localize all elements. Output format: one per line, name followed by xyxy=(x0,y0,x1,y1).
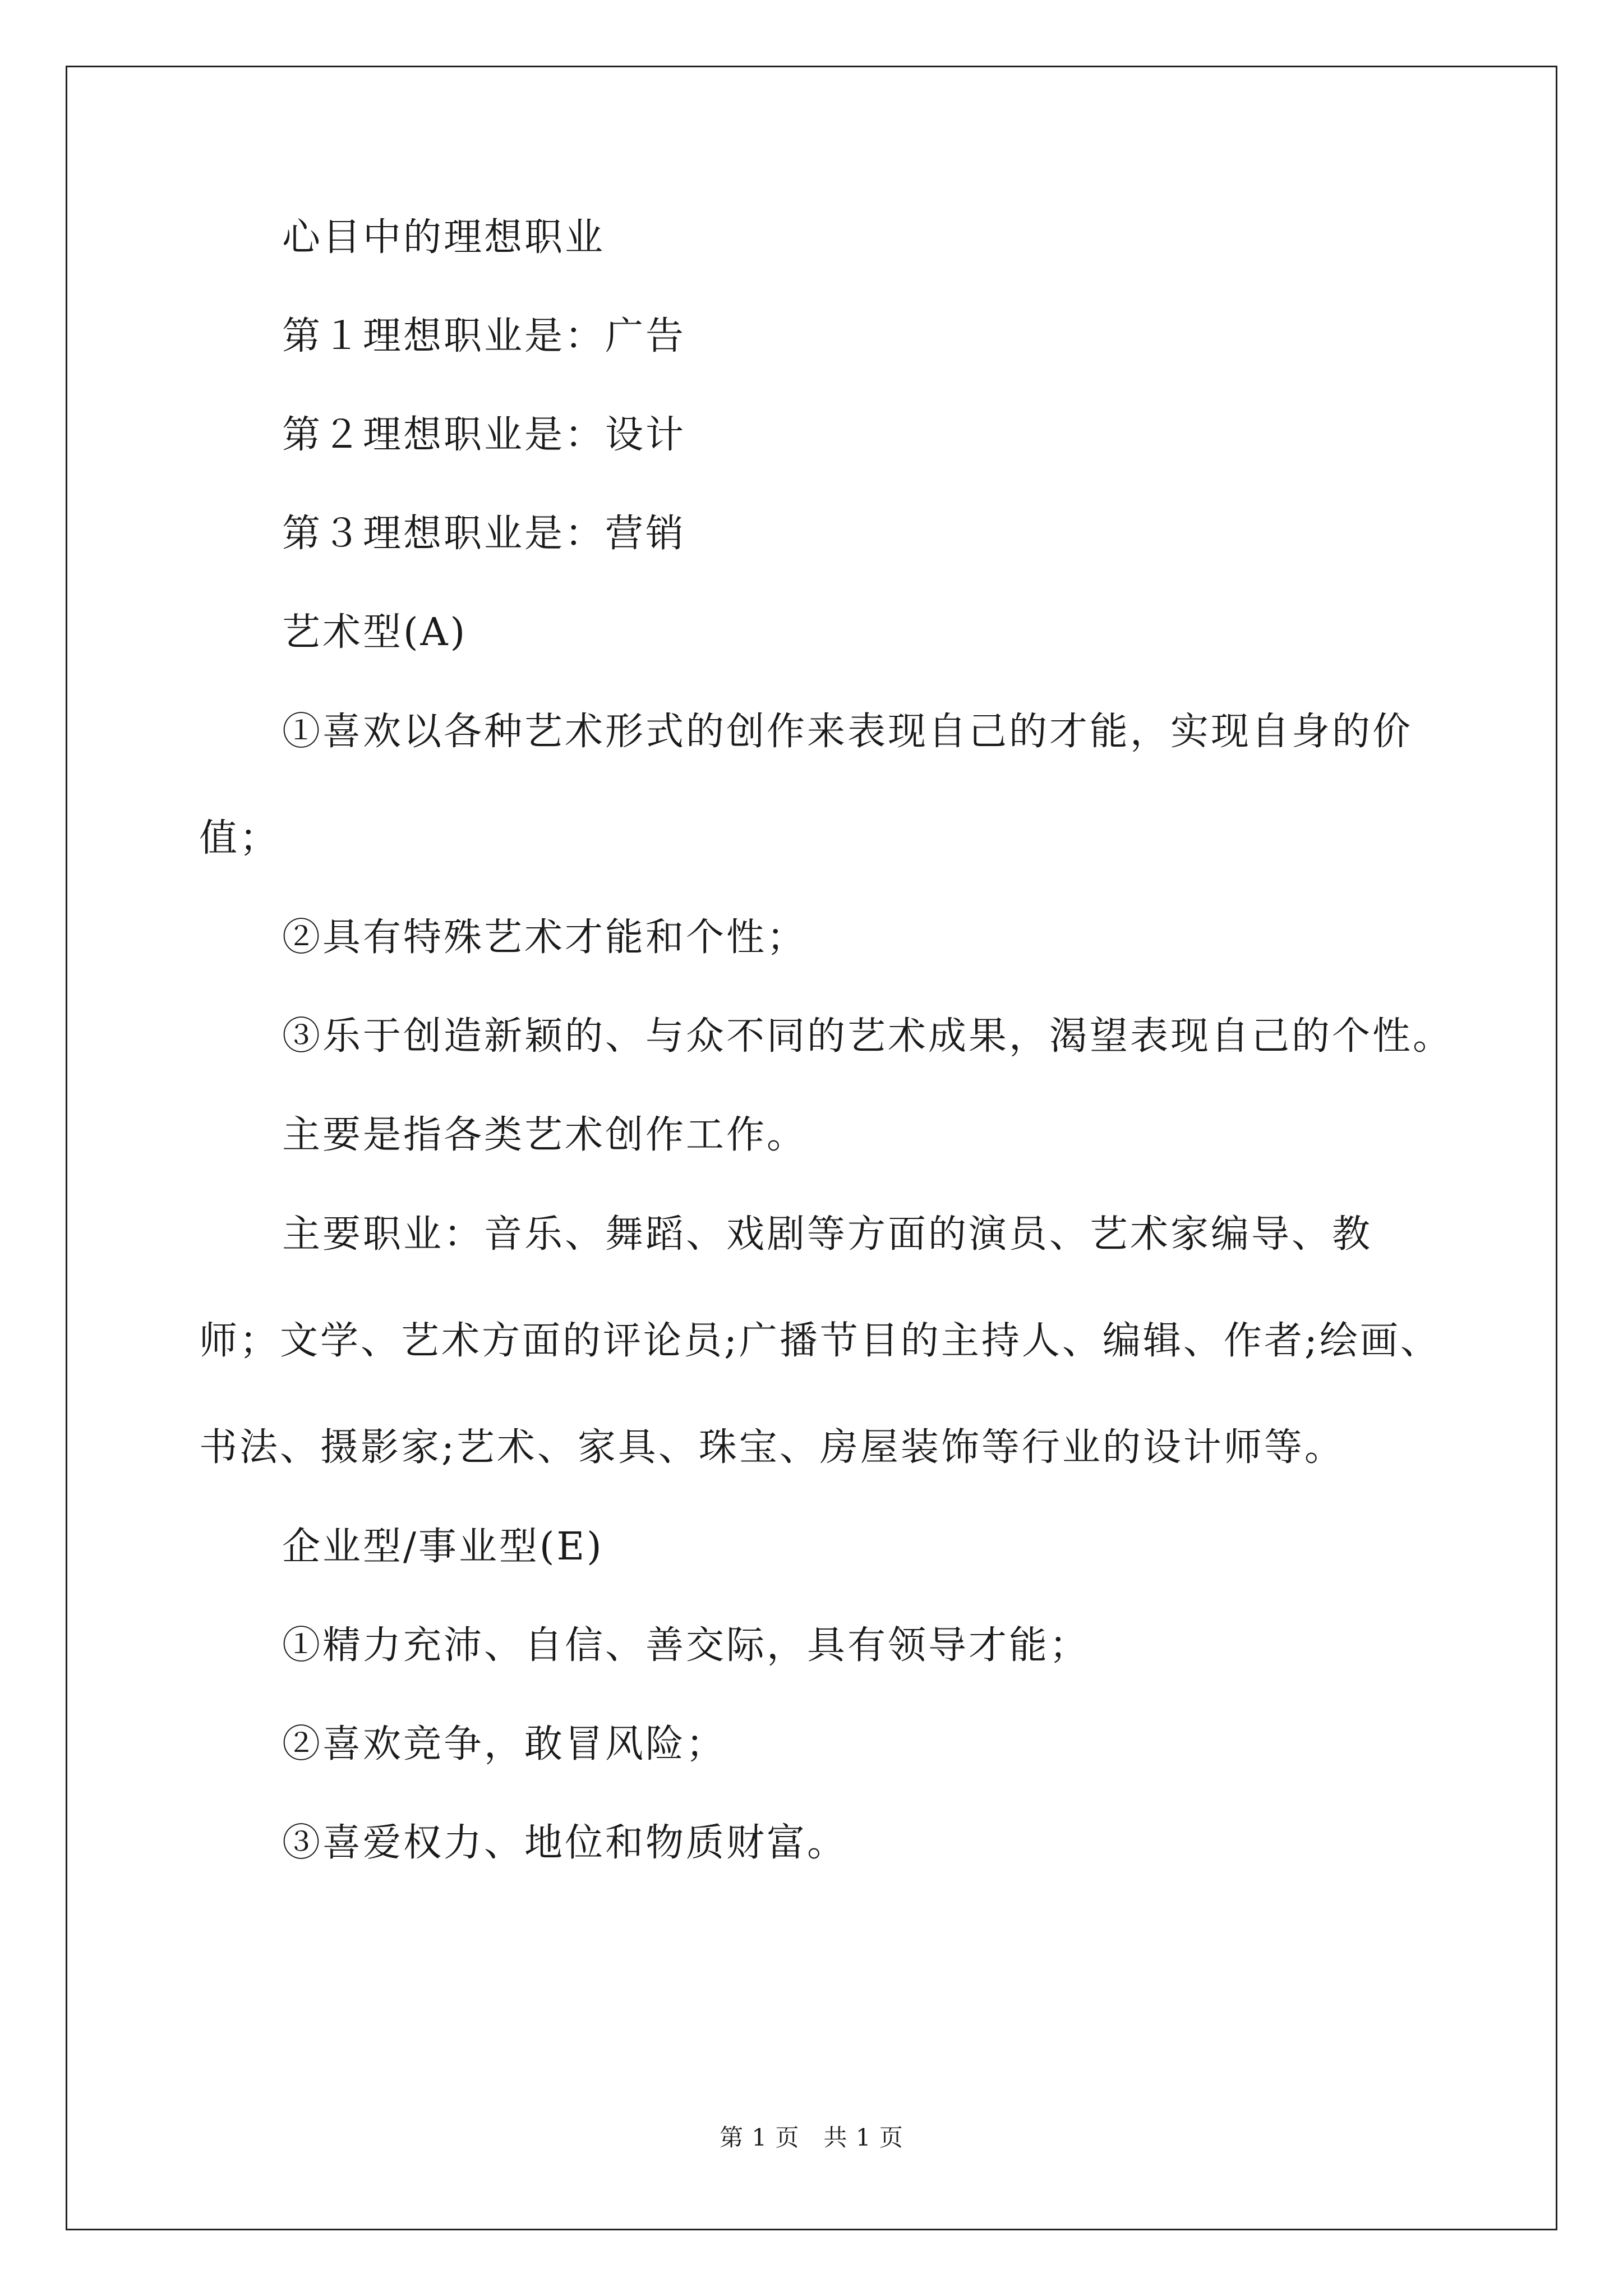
paragraph-career-2: 第２理想职业是：设计 xyxy=(282,413,686,457)
paragraph-career-1: 第１理想职业是：广告 xyxy=(282,314,686,358)
document-title: 心目中的理想职业 xyxy=(282,215,606,260)
paragraph-enterprising-1: ①精力充沛、自信、善交际，具有领导才能； xyxy=(282,1623,1090,1668)
document-body xyxy=(199,215,1454,1923)
paragraph-artistic-1: ①喜欢以各种艺术形式的创作来表现自己的才能，实现自身的价值； xyxy=(199,710,1413,861)
paragraph-artistic-3: ③乐于创造新颖的、与众不同的艺术成果，渴望表现自己的个性。 xyxy=(282,1014,1454,1059)
paragraph-enterprising-3: ③喜爱权力、地位和物质财富。 xyxy=(282,1821,848,1865)
paragraph-artistic-occupations: 主要职业：音乐、舞蹈、戏剧等方面的演员、艺术家编导、教师；文学、艺术方面的评论员;广播节目的主持人、编辑、作者;绘画、书法、摄影家;艺术、家具、珠宝、房屋装饰等行业的设计师等。 xyxy=(199,1212,1441,1470)
paragraph-career-3: 第３理想职业是：营销 xyxy=(282,512,686,556)
paragraph-artistic-summary: 主要是指各类艺术创作工作。 xyxy=(282,1113,808,1157)
page-footer: 第 1 页 共 1 页 xyxy=(720,2124,903,2151)
section-heading-enterprising: 企业型/事业型(E) xyxy=(282,1525,604,1569)
paragraph-artistic-2: ②具有特殊艺术才能和个性； xyxy=(282,915,808,960)
paragraph-enterprising-2: ②喜欢竞争，敢冒风险； xyxy=(282,1722,727,1766)
section-heading-artistic: 艺术型(A) xyxy=(282,610,468,655)
